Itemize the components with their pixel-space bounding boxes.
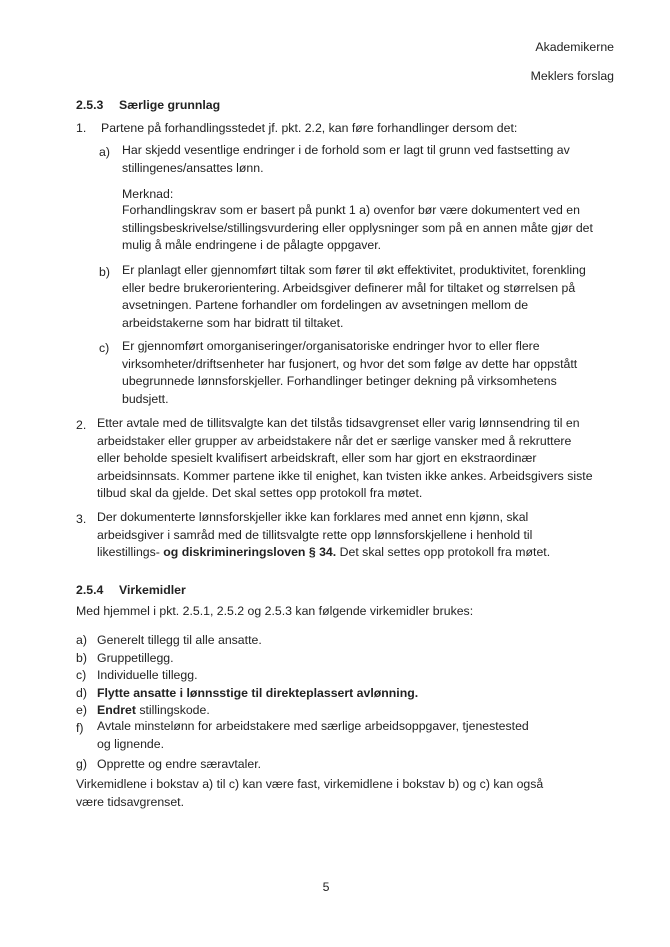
sub-marker: b) — [99, 265, 110, 279]
sub-item-text: Har skjedd vesentlige endringer i de forhold som er lagt til grunn ved fastsetting av stillingenes/ansattes lønn. — [122, 143, 570, 175]
list-marker: b) — [76, 651, 87, 665]
list-marker: g) — [76, 757, 87, 771]
header-subtitle: Meklers forslag — [530, 69, 614, 83]
list-item-text: Avtale minstelønn for arbeidstakere med særlige arbeidsoppgaver, tjenestested og lignende. — [97, 719, 529, 751]
text-run: Det skal settes opp protokoll fra møtet. — [336, 545, 551, 560]
bold-law-reference: og diskrimineringsloven § 34. — [163, 545, 337, 560]
sub-item-text: Er planlagt eller gjennomført tiltak som fører til økt effektivitet, produktivitet, forenkling eller bedre brukerorientering. Arbeidsgiver definerer mål for tiltaket og størrelsen på avsetningen. Partene forhandler om fordelingen av avsetningen mellom de arbeidstakerne som har bidratt til tiltaket. — [122, 263, 586, 330]
list-marker: e) — [76, 703, 87, 717]
list-item-text: Opprette og endre særavtaler. — [97, 757, 262, 771]
closing-paragraph: Virkemidlene i bokstav a) til c) kan være fast, virkemidlene i bokstav b) og c) kan også være tidsavgrenset. — [76, 777, 544, 809]
list-marker: d) — [76, 686, 87, 700]
section-number: 2.5.3 — [76, 98, 104, 112]
list-item-text: Partene på forhandlingsstedet jf. pkt. 2.2, kan føre forhandlinger dersom det: — [101, 121, 518, 135]
list-item-text — [97, 509, 589, 562]
list-item-text: Flytte ansatte i lønnsstige til direkteplassert avlønning. — [97, 686, 419, 700]
list-marker: 2. — [76, 418, 87, 432]
text-run: stillingskode. — [135, 703, 210, 717]
list-marker: a) — [76, 633, 87, 647]
list-item-text — [97, 703, 210, 717]
section-title: Særlige grunnlag — [119, 98, 221, 112]
list-item-text: Etter avtale med de tillitsvalgte kan det tilstås tidsavgrenset eller varig lønnsendring til en arbeidstaker eller grupper av arbeidstakere når det er særlige vansker med å rekruttere eller beholde spesielt kvalifisert arbeidskraft, eller som har gjort en ekstraordinær arbeidsinnsats. Kommer partene ikke til enighet, kan tvisten ikke ankes. Arbeidsgivers siste tilbud skal da gjelde. Det skal settes opp protokoll fra møtet. — [97, 416, 593, 501]
note-text: Forhandlingskrav som er basert på punkt 1 a) ovenfor bør være dokumentert ved en stillingsbeskrivelse/stillingsvurdering eller opplysninger som på en annen måte gjør det mulig å måle endringene i de pålagte oppgaver. — [122, 203, 593, 253]
note-label: Merknad: — [122, 187, 174, 201]
bold-word: Endret — [97, 703, 136, 717]
section-intro: Med hjemmel i pkt. 2.5.1, 2.5.2 og 2.5.3 kan følgende virkemidler brukes: — [76, 604, 474, 618]
list-item-text: Individuelle tillegg. — [97, 668, 198, 682]
list-item-text: Gruppetillegg. — [97, 651, 174, 665]
sub-item-text: Er gjennomført omorganiseringer/organisatoriske endringer hvor to eller flere virksomheter/driftsenheter har fusjonert, og hvor det som følge av dette har oppstått ubegrunnede lønnsforskjeller. Forhandlinger betinger dekning på virksomhetens budsjett. — [122, 339, 578, 406]
list-item-text: Generelt tillegg til alle ansatte. — [97, 633, 262, 647]
section-number: 2.5.4 — [76, 583, 104, 597]
page-number: 5 — [322, 880, 330, 894]
list-marker: f) — [76, 721, 84, 735]
list-marker: 3. — [76, 512, 87, 526]
header-org: Akademikerne — [535, 40, 614, 54]
list-marker: c) — [76, 668, 87, 682]
list-marker: 1. — [76, 121, 87, 135]
section-title: Virkemidler — [119, 583, 186, 597]
text-run: Der dokumenterte lønnsforskjeller ikke kan forklares med annet enn kjønn, skal arbeidsgiver i samråd med de tillitsvalgte rette opp lønnsforskjellene i henhold til likestillings- — [97, 510, 533, 560]
sub-marker: c) — [99, 341, 110, 355]
sub-marker: a) — [99, 145, 110, 159]
